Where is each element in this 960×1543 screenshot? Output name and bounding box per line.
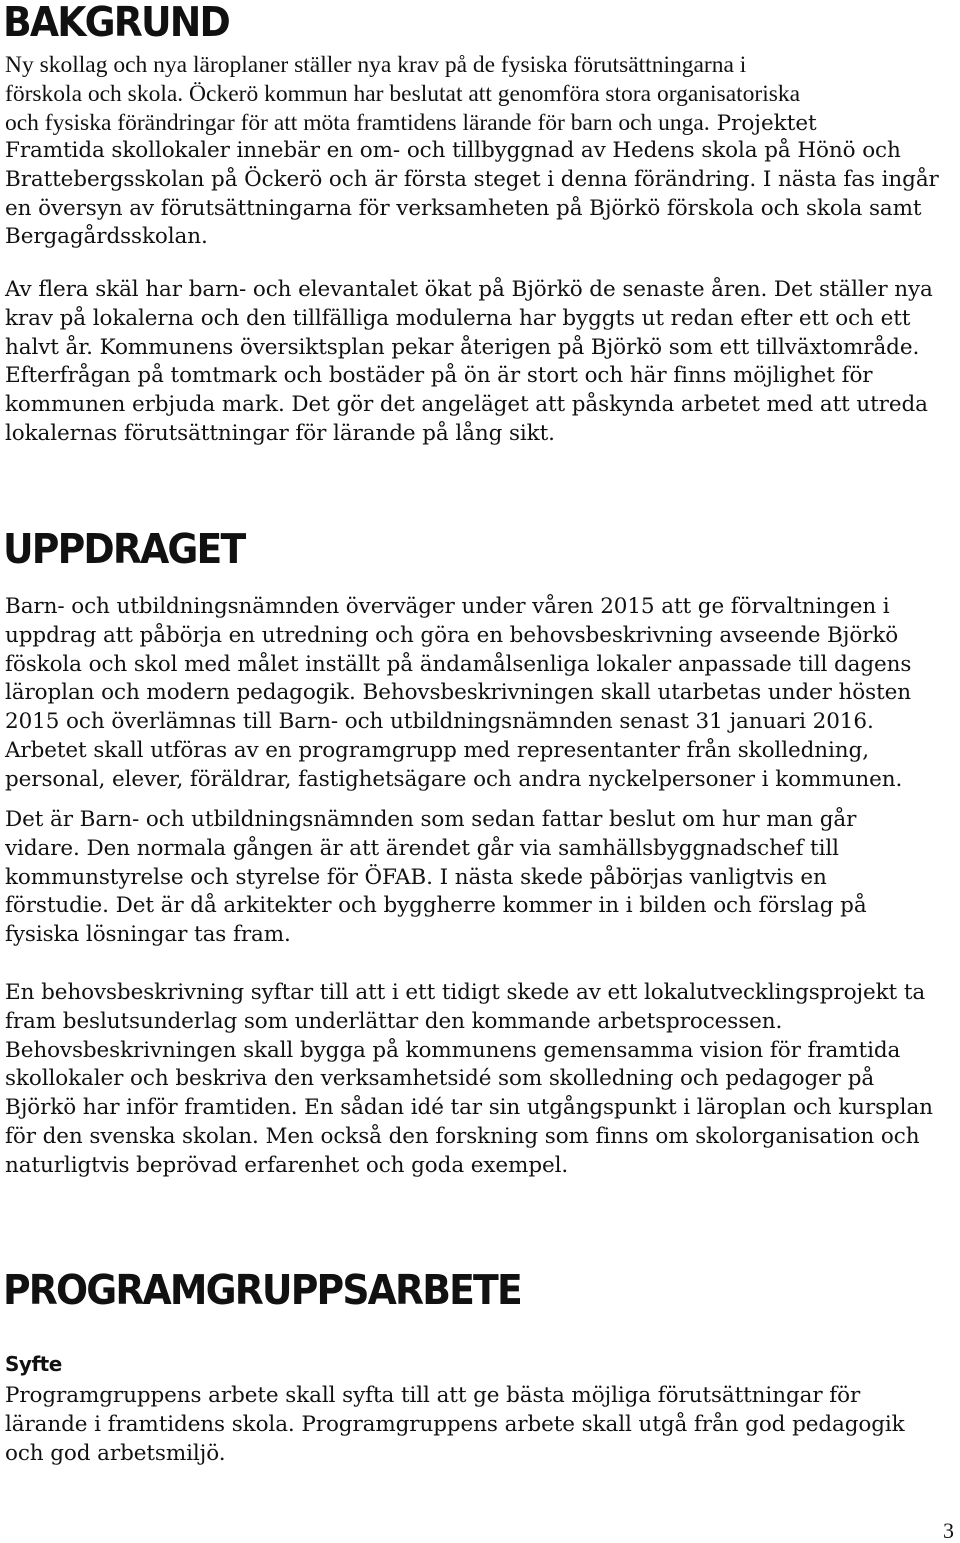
text-line: Barn- och utbildningsnämnden överväger under våren 2015 att ge förvaltningen i [5,594,890,619]
text-line: en översyn av förutsättningarna för verksamheten på Björkö förskola och skola samt [5,195,922,221]
page-number: 3 [943,1518,954,1543]
text-line: Ny skollag och nya läroplaner ställer nya krav på de fysiska förutsättningarna i [5,52,747,78]
text-line: föskola och skol med målet inställt på ändamålsenliga lokaler anpassade till dagens [5,651,912,677]
text-line: naturligtvis beprövad erfarenhet och goda exempel. [5,1152,569,1178]
text-line [5,109,955,139]
paragraph-uppdraget-2 [5,806,955,950]
text-line: Av flera skäl har barn- och elevantalet ökat på Björkö de senaste åren. Det ställer nya [5,277,933,302]
heading-bakgrund: BAKGRUND [3,0,229,46]
text-line: Behovsbeskrivningen skall bygga på kommunens gemensamma vision för framtida [5,1037,901,1063]
text-line: för den svenska skolan. Men också den forskning som finns om skolorganisation och [5,1123,920,1149]
text-line: 2015 och överlämnas till Barn- och utbildningsnämnden senast 31 januari 2016. [5,709,874,735]
text-line: personal, elever, föräldrar, fastighetsägare och andra nyckelpersoner i kommunen. [5,766,903,792]
text-line: vidare. Den normala gången är att ärendet går via samhällsbyggnadschef till [5,835,839,861]
paragraph-programgrupp-1 [5,1382,955,1468]
text-line: Brattebergsskolan på Öckerö och är första steget i denna förändring. I nästa fas ingår [5,166,939,192]
paragraph-bakgrund-1 [5,51,955,138]
text-line: läroplan och modern pedagogik. Behovsbeskrivningen skall utarbetas under hösten [5,680,911,706]
text-line: lokalernas förutsättningar för lärande på lång sikt. [5,420,555,446]
subheading-syfte: Syfte [5,1352,62,1376]
text-line: Arbetet skall utföras av en programgrupp med representanter från skolledning, [5,737,869,763]
text-line: fysiska lösningar tas fram. [5,922,291,948]
text-line: kommunstyrelse och styrelse för ÖFAB. I nästa skede påbörjas vanligtvis en [5,864,827,890]
text-fragment: och fysiska förändringar för att möta framtidens lärande för barn och unga. [5,109,710,136]
paragraph-bakgrund-1-cont [5,137,955,252]
text-line: förstudie. Det är då arkitekter och byggherre kommer in i bilden och förslag på [5,893,867,919]
paragraph-bakgrund-2 [5,276,955,449]
heading-uppdraget: UPPDRAGET [3,525,245,573]
text-line: lärande i framtidens skola. Programgruppens arbete skall utgå från god pedagogik [5,1411,905,1437]
text-line: Programgruppens arbete skall syfta till att ge bästa möjliga förutsättningar för [5,1383,861,1408]
text-line: uppdrag att påbörja en utredning och göra en behovsbeskrivning avseende Björkö [5,622,899,648]
paragraph-uppdraget-3 [5,979,955,1181]
text-line: halvt år. Kommunens översiktsplan pekar återigen på Björkö som ett tillväxtområde. [5,334,920,360]
text-line: Bergagårdsskolan. [5,224,208,250]
heading-programgruppsarbete: PROGRAMGRUPPSARBETE [3,1266,521,1314]
text-fragment: Projektet [709,110,817,136]
text-line: förskola och skola. Öckerö kommun har beslutat att genomföra stora organisatoriska [5,80,801,107]
text-line: kommunen erbjuda mark. Det gör det angeläget att påskynda arbetet med att utreda [5,392,928,418]
text-line: En behovsbeskrivning syftar till att i ett tidigt skede av ett lokalutvecklingsprojekt ta [5,980,926,1005]
text-line: och god arbetsmiljö. [5,1440,226,1466]
paragraph-uppdraget-1 [5,593,955,795]
text-line: Björkö har inför framtiden. En sådan idé tar sin utgångspunkt i läroplan och kursplan [5,1095,933,1121]
text-line: Framtida skollokaler innebär en om- och tillbyggnad av Hedens skola på Hönö och [5,138,901,163]
text-line: skollokaler och beskriva den verksamhetsidé som skolledning och pedagoger på [5,1066,875,1092]
text-line: Efterfrågan på tomtmark och bostäder på ön är stort och här finns möjlighet för [5,363,873,389]
text-line: Det är Barn- och utbildningsnämnden som sedan fattar beslut om hur man går [5,807,857,832]
text-line: krav på lokalerna och den tillfälliga modulerna har byggts ut redan efter ett och ett [5,305,911,331]
text-line: fram beslutsunderlag som underlättar den kommande arbetsprocessen. [5,1008,783,1034]
